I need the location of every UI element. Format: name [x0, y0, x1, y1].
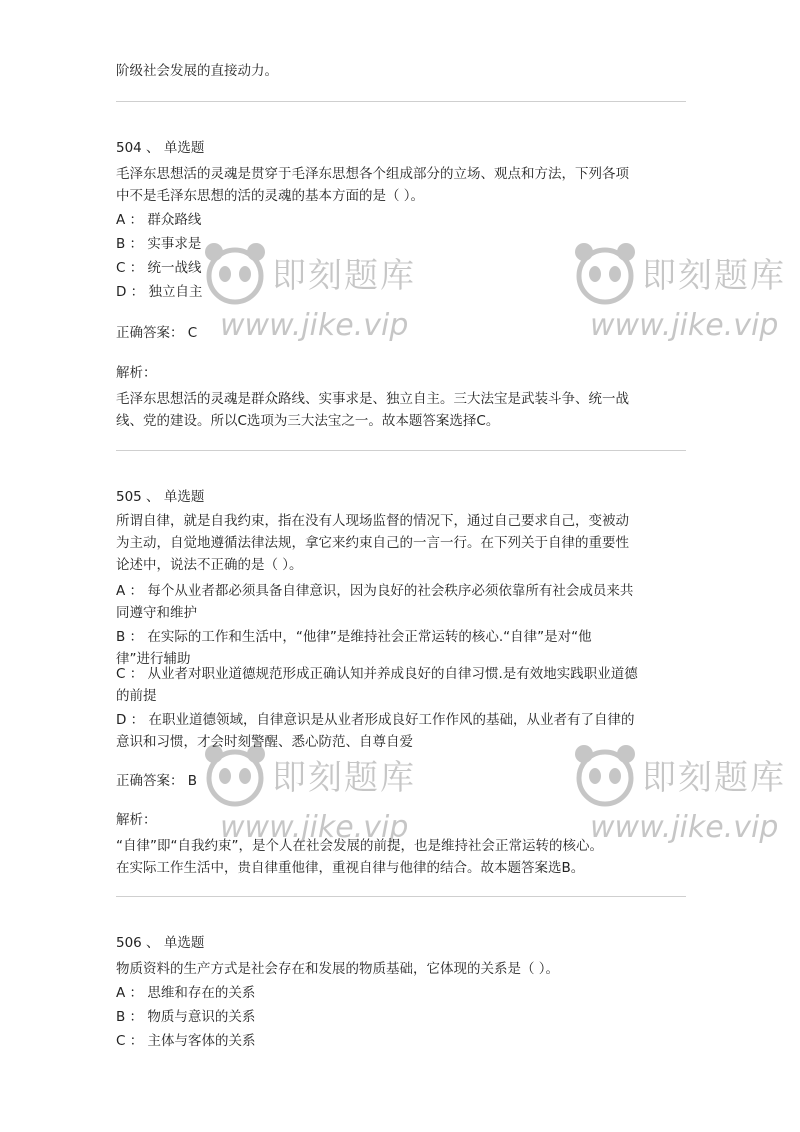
option-a: A ： 群众路线 [116, 212, 202, 228]
correct-answer: 正确答案： C [116, 325, 198, 341]
option-d: D ： 独立自主 [116, 284, 203, 300]
question-stem-line: 所谓自律，就是自我约束，指在没有人现场监督的情况下，通过自己要求自己，变被动 [116, 513, 629, 529]
option-d-cont: 意识和习惯，才会时刻警醒、悉心防范、自尊自爱 [116, 734, 413, 750]
analysis-label: 解析： [116, 812, 157, 828]
analysis-line: 毛泽东思想活的灵魂是群众路线、实事求是、独立自主。三大法宝是武装斗争、统一战 [116, 391, 629, 407]
option-c: C ： 从业者对职业道德规范形成正确认知并养成良好的自律习惯.是有效地实践职业道德 [116, 666, 638, 682]
question-stem-line: 中不是毛泽东思想的活的灵魂的基本方面的是（ ）。 [116, 188, 425, 204]
question-stem-line: 为主动，自觉地遵循法律法规，拿它来约束自己的一言一行。在下列关于自律的重要性 [116, 535, 629, 551]
option-b: B ： 在实际的工作和生活中，“他律”是维持社会正常运转的核心.“自律”是对“他 [116, 629, 592, 645]
watermark-url: www.jike.vip [590, 308, 779, 343]
option-c: C ： 统一战线 [116, 260, 202, 276]
question-header: 506 、 单选题 [116, 935, 205, 951]
analysis-line: “自律”即“自我约束”，是个人在社会发展的前提，也是维持社会正常运转的核心。 [116, 838, 603, 854]
option-b: B ： 物质与意识的关系 [116, 1009, 256, 1025]
watermark-url: www.jike.vip [220, 308, 409, 343]
question-stem-line: 物质资料的生产方式是社会存在和发展的物质基础，它体现的关系是（ ）。 [116, 961, 560, 977]
continuation-text: 阶级社会发展的直接动力。 [116, 63, 278, 79]
watermark-brand: 即刻题库 [272, 758, 416, 798]
watermark-url: www.jike.vip [590, 810, 779, 845]
separator [116, 450, 686, 451]
watermark-brand: 即刻题库 [642, 256, 786, 296]
question-stem-line: 论述中，说法不正确的是（ ）。 [116, 557, 303, 573]
correct-answer: 正确答案： B [116, 773, 198, 789]
option-d: D ： 在职业道德领域，自律意识是从业者形成良好工作作风的基础，从业者有了自律的 [116, 712, 635, 728]
watermark-url: www.jike.vip [220, 810, 409, 845]
option-c: C ： 主体与客体的关系 [116, 1033, 256, 1049]
option-a: A ： 每个从业者都必须具备自律意识，因为良好的社会秩序必须依靠所有社会成员来共 [116, 583, 634, 599]
question-stem-line: 毛泽东思想活的灵魂是贯穿于毛泽东思想各个组成部分的立场、观点和方法，下列各项 [116, 166, 629, 182]
analysis-line: 线、党的建设。所以C选项为三大法宝之一。故本题答案选择C。 [116, 413, 500, 429]
option-b-cont: 律”进行辅助 [116, 651, 191, 667]
separator [116, 101, 686, 102]
watermark-brand: 即刻题库 [642, 758, 786, 798]
question-header: 505 、 单选题 [116, 489, 205, 505]
analysis-line: 在实际工作生活中，贵自律重他律，重视自律与他律的结合。故本题答案选B。 [116, 860, 585, 876]
analysis-label: 解析： [116, 365, 157, 381]
option-a-cont: 同遵守和维护 [116, 605, 197, 621]
option-c-cont: 的前提 [116, 688, 157, 704]
option-a: A ： 思维和存在的关系 [116, 985, 256, 1001]
separator [116, 896, 686, 897]
option-b: B ： 实事求是 [116, 236, 202, 252]
question-header: 504 、 单选题 [116, 140, 205, 156]
watermark-brand: 即刻题库 [272, 256, 416, 296]
